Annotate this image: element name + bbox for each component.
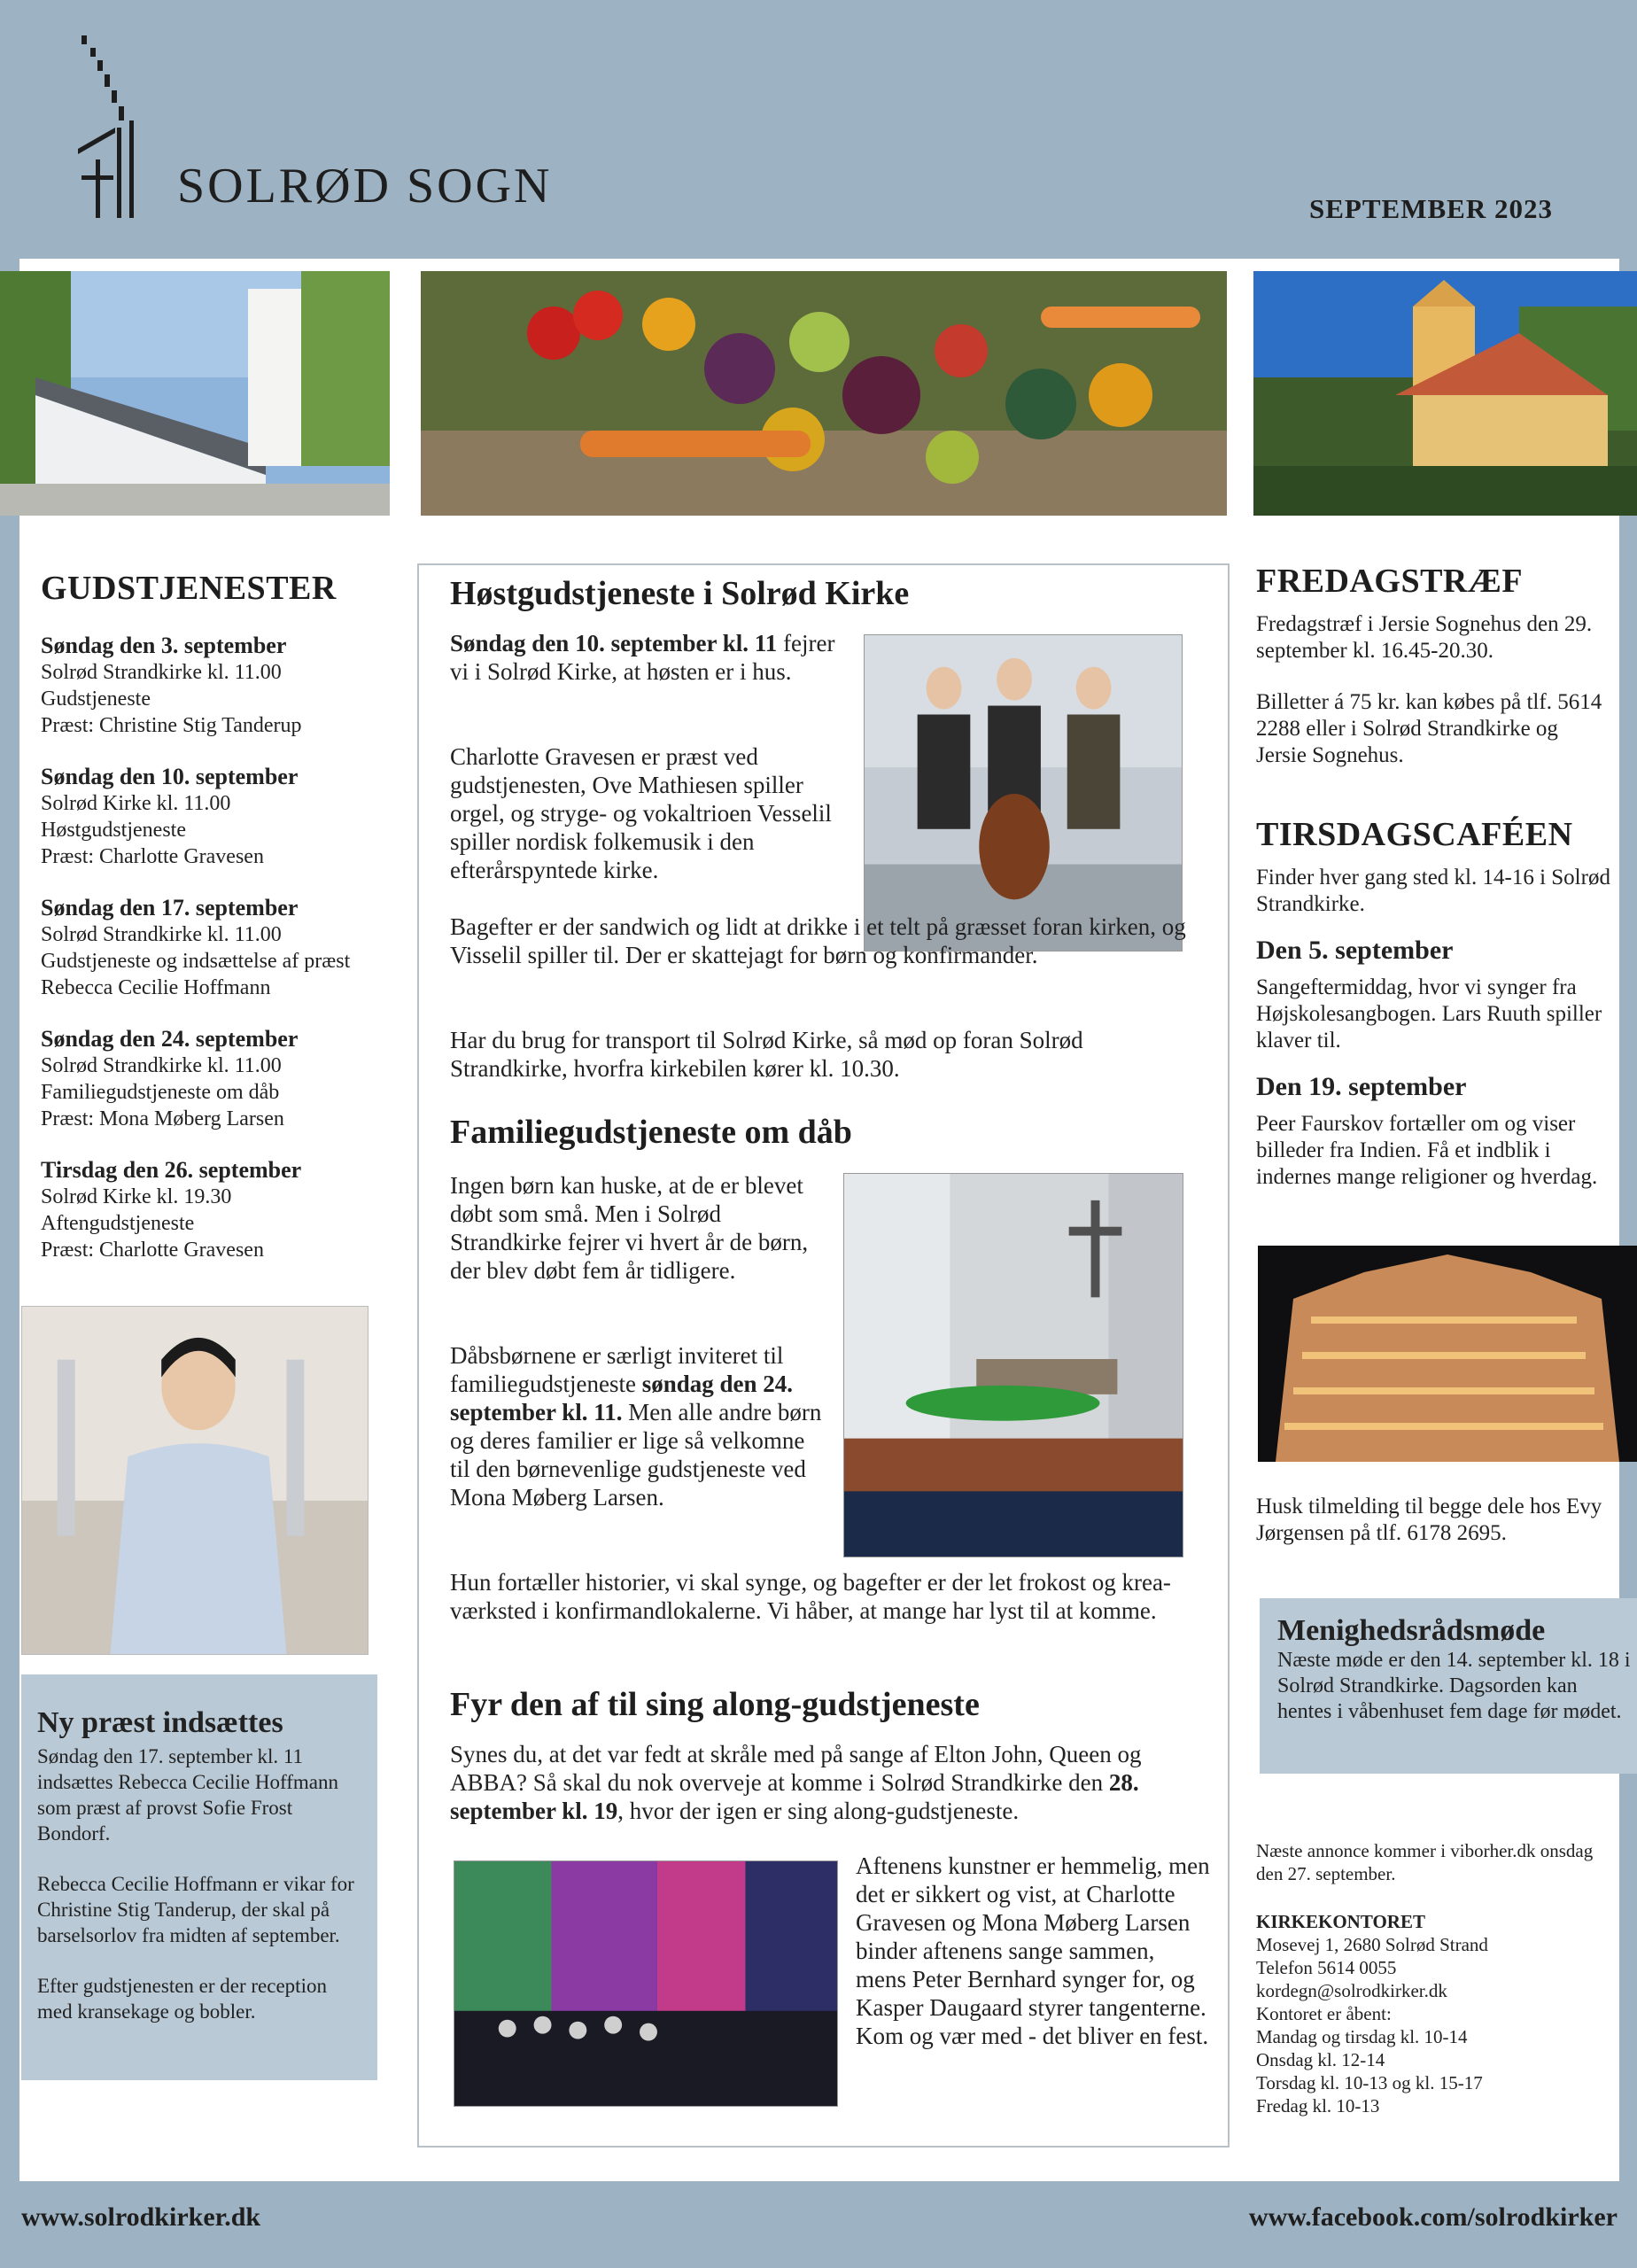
service-line: Aftengudstjeneste [41,1212,195,1235]
photo-new-priest [21,1306,369,1655]
office-line: Torsdag kl. 10-13 og kl. 15-17 [1256,2072,1483,2093]
article-harvest-p4: Har du brug for transport til Solrød Kirke, så mød op foran Solrød Strandkirke, hvorfra kirkebilen kører kl. 10.30. [450,1027,1083,1082]
new-priest-p2: Rebecca Cecilie Hoffmann er vikar for Christine Stig Tanderup, der skal på barselsorlov fra midten af september. [37,1873,354,1946]
photo-harvest-vegetables [421,271,1227,516]
service-line: Familiegudstjeneste om dåb [41,1081,280,1104]
facebook-link[interactable]: www.facebook.com/solrodkirker [1248,2202,1618,2232]
office-line: Onsdag kl. 12-14 [1256,2049,1385,2070]
tirsdagscafe-note: Husk tilmelding til begge dele hos Evy Jørgensen på tlf. 6178 2695. [1256,1495,1602,1545]
article-harvest-p3: Bagefter er der sandwich og lidt at drikke i et telt på græsset foran kirken, og Visselil spiller til. Der er skattejagt for børn og konfirmander. [450,913,1186,968]
tirsdagscafe-p1: Finder hver gang sted kl. 14-16 i Solrød Strandkirke. [1256,866,1610,916]
new-priest-p3: Efter gudstjenesten er der reception med kransekage og bobler. [37,1975,327,2023]
services-title: GUDSTJENESTER [41,570,337,607]
article-harvest-title: Høstgudstjeneste i Solrød Kirke [450,575,910,612]
service-item [41,1157,413,1263]
service-line: Høstgudstjeneste [41,819,186,842]
fredagstraef-p2: Billetter á 75 kr. kan købes på tlf. 5614 2288 eller i Solrød Strandkirke og Jersie Sognehus. [1256,690,1602,767]
article-singalong-p1 [450,1740,1194,1825]
article-singalong-p2: Aftenens kunstner er hemmelig, men det er sikkert og vist, at Charlotte Gravesen og Mona Møberg Larsen binder aftenens sange sammen, mens Peter Bernhard synger for, og Kasper Daugaard styrer tangenterne. Kom og vær med - det bliver en fest. [856,1852,1210,2049]
new-priest-text [37,1706,367,2024]
service-line: Solrød Kirke kl. 19.30 [41,1185,232,1208]
article-baptism-p2-start: Dåbsbørnene er særligt inviteret til familiegudstjeneste [450,1342,784,1397]
service-line: Solrød Strandkirke kl. 11.00 [41,661,282,684]
article-baptism-p2-bold: søndag den 24. september kl. 11. [450,1371,793,1425]
service-line: Præst: Charlotte Gravesen [41,1239,264,1262]
issue-date: SEPTEMBER 2023 [1309,193,1553,224]
fredagstraef-title: FREDAGSTRÆF [1256,563,1524,600]
tirsdagscafe-section [1256,815,1610,1191]
office-line: Mandag og tirsdag kl. 10-14 [1256,2026,1468,2047]
service-date: Tirsdag den 26. september [41,1157,302,1183]
service-line: Solrød Strandkirke kl. 11.00 [41,923,282,946]
article-baptism-title: Familiegudstjeneste om dåb [450,1114,852,1151]
brand-name: SOLRØD SOGN [177,159,553,214]
service-date: Søndag den 3. september [41,633,287,658]
article-baptism-p2-end: Men alle andre børn og deres familier er lige så velkomne til den børnevenlige gudstjeneste ved Mona Møberg Larsen. [450,1399,822,1511]
article-harvest-lead-bold: Søndag den 10. september kl. 11 [450,630,778,656]
service-date: Søndag den 24. september [41,1026,299,1052]
article-harvest-lead [450,629,840,686]
article-singalong-p1-end: , hvor der igen er sing along-gudstjeneste. [617,1798,1020,1824]
article-baptism-p3: Hun fortæller historier, vi skal synge, og bagefter er der let frokost og krea-værksted i konfirmandlokalerne. Vi håber, at mange har lyst til at komme. [450,1569,1171,1624]
website-link[interactable]: www.solrodkirker.dk [21,2202,261,2232]
service-line: Gudstjeneste [41,687,151,711]
photo-strandkirke [0,271,390,516]
service-item [41,764,413,870]
photo-church-interior [843,1173,1183,1557]
service-line: Solrød Kirke kl. 11.00 [41,792,231,815]
article-baptism-p1: Ingen børn kan huske, at de er blevet døbt som små. Men i Solrød Strandkirke fejrer vi hvert år de børn, der blev døbt fem år tidligere. [450,1172,809,1284]
meeting-text [1277,1614,1632,1725]
office-email[interactable]: kordegn@solrodkirker.dk [1256,1980,1447,2001]
tirsdagscafe-date-1: Den 5. september [1256,936,1454,965]
parish-logo [76,35,147,221]
services-column [41,569,413,608]
service-line: Gudstjeneste og indsættelse af præst [41,950,351,973]
photo-string-trio [864,634,1183,951]
fredagstraef-section [1256,562,1610,769]
service-line: Præst: Christine Stig Tanderup [41,714,302,737]
services-list [41,633,413,1288]
tirsdagscafe-date-2: Den 19. september [1256,1072,1467,1101]
service-date: Søndag den 17. september [41,895,299,920]
service-line: Solrød Strandkirke kl. 11.00 [41,1054,282,1077]
photo-singalong-concert [454,1860,838,2107]
tirsdagscafe-date-1-text: Sangeftermiddag, hvor vi synger fra Højskolesangbogen. Lars Ruuth spiller klaver til. [1256,975,1602,1052]
article-singalong-p1-start: Synes du, at det var fedt at skråle med på sange af Elton John, Queen og ABBA? Så skal du nok overveje at komme i Solrød Strandkirke den [450,1741,1142,1796]
service-line: Præst: Mona Møberg Larsen [41,1107,284,1130]
article-singalong-title: Fyr den af til sing along-gudstjeneste [450,1686,980,1723]
new-priest-title: Ny præst indsættes [37,1706,283,1739]
service-date: Søndag den 10. september [41,764,299,789]
article-harvest-p2: Charlotte Gravesen er præst ved gudstjenesten, Ove Mathiesen spiller orgel, og stryge- og vokaltrioen Vesselil spiller nordisk folkemusik i den efterårspyntede kirke. [450,743,832,883]
service-line: Præst: Charlotte Gravesen [41,845,264,868]
office-title: KIRKEKONTORET [1256,1911,1425,1932]
next-announcement: Næste annonce kommer i viborher.dk onsdag den 27. september. [1256,1840,1594,1884]
meeting-title: Menighedsrådsmøde [1277,1614,1546,1647]
fredagstraef-p1: Fredagstræf i Jersie Sognehus den 29. september kl. 16.45-20.30. [1256,612,1593,663]
office-line: Fredag kl. 10-13 [1256,2095,1380,2117]
photo-india-palace [1258,1246,1637,1462]
service-item [41,633,413,739]
article-singalong-p1-bold: 28. september kl. 19 [450,1769,1139,1824]
tirsdagscafe-title: TIRSDAGSCAFÉEN [1256,816,1573,853]
photo-solrod-kirke [1253,271,1637,516]
office-line: Mosevej 1, 2680 Solrød Strand [1256,1934,1488,1955]
meeting-details: Næste møde er den 14. september kl. 18 i Solrød Strandkirke. Dagsorden kan hentes i våbenhuset fem dage før mødet. [1277,1649,1631,1723]
church-office [1256,1910,1619,2117]
new-priest-p1: Søndag den 17. september kl. 11 indsættes Rebecca Cecilie Hoffmann som præst af provst Sofie Frost Bondorf. [37,1745,339,1845]
article-harvest-lead-rest: fejrer vi i Solrød Kirke, at høsten er i hus. [450,630,835,685]
service-item [41,1026,413,1132]
office-line: Telefon 5614 0055 [1256,1957,1397,1978]
article-baptism-p2 [450,1341,822,1511]
tirsdagscafe-date-2-text: Peer Faurskov fortæller om og viser billeder fra Indien. Få et indblik i indernes mange religioner og hverdag. [1256,1112,1598,1189]
office-line: Kontoret er åbent: [1256,2003,1392,2024]
service-item [41,895,413,1001]
service-line: Rebecca Cecilie Hoffmann [41,976,271,999]
